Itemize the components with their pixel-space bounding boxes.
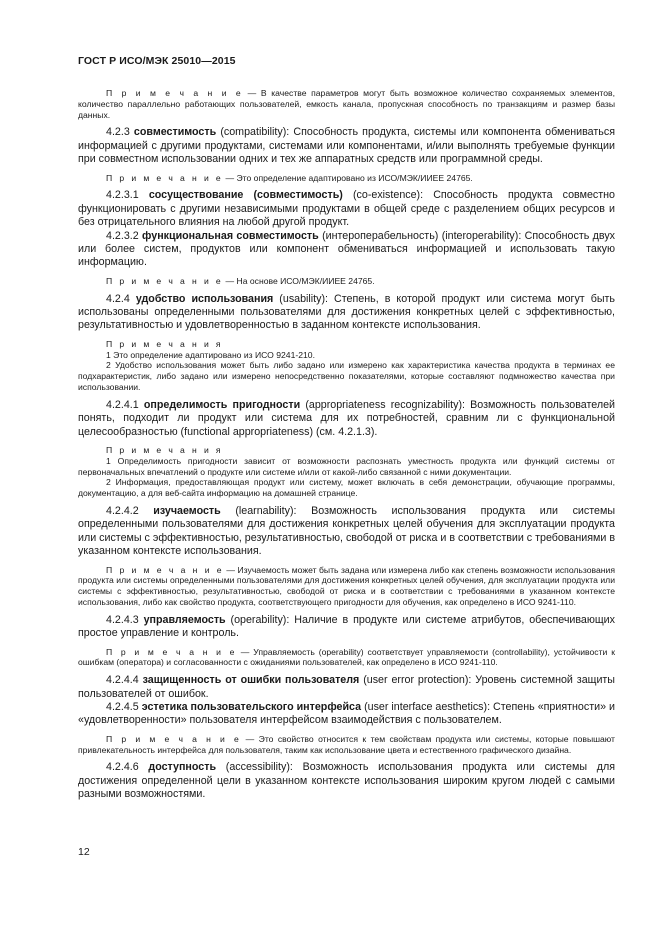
note-compatibility xyxy=(78,173,615,184)
clause-text: (accessibility): Возможность использования продукта или системы для достижения определенной цели в указанном контексте использования широким кругом людей с самыми разными возможностями. xyxy=(78,761,615,801)
clause-4-2-4 xyxy=(78,293,615,333)
clause-term: совместимость xyxy=(133,126,217,139)
notes-heading: П р и м е ч а н и я xyxy=(106,445,223,456)
note-item: 1 Определимость пригодности зависит от возможности распознать уместность продукта или функций системы от первоначальных впечатлений о продукте или системе и/или от какой-либо связанной с ними документации. xyxy=(78,455,615,477)
clause-4-2-3-1 xyxy=(78,189,615,229)
clause-term: удобство использования xyxy=(135,292,274,305)
clause-text: (learnability): Возможность использования продукта или системы определенными пользователями для достижения конкретных целей обучения для эксплуатации продукта или системы с эффективностью, результативностью, свободой от риска и в соответствии с требованиями в указанном контексте использования. xyxy=(78,505,615,558)
clause-text: (appropriateness recognizability): Возможность пользователей понять, подходит ли продукт или система для их потребностей, сравним ли с функциональной целесообразностью (functional appropriateness) (см. 4.2.1.3). xyxy=(78,398,615,438)
clause-term: эстетика пользовательского интерфейса xyxy=(141,701,362,714)
note-text: — В качестве параметров могут быть возможное количество сохраняемых элементов, количество параллельно работающих пользователей, емкость канала, пропускная способность по транзакциям и размер базы данных. xyxy=(78,88,615,120)
note-text: — Это свойство относится к тем свойствам продукта или системы, которые повышают привлекательность интерфейса для пользователя, таким как использование цвета и естественного графического дизайна. xyxy=(78,733,615,755)
note-aesthetics xyxy=(78,734,615,756)
clause-4-2-4-3 xyxy=(78,614,615,641)
clause-number: 4.2.4.5 xyxy=(106,701,142,714)
clause-text: (user interface aesthetics): Степень «приятности» и «удовлетворенности» пользователя интерфейсом взаимодействия с пользователем. xyxy=(78,701,615,727)
note-item: 2 Информация, предоставляющая продукт или систему, может включать в себя демонстрации, обучающие программы, документацию, а для веб-сайта информацию на домашней странице. xyxy=(78,477,615,499)
clause-term: доступность xyxy=(148,761,217,774)
note-operability xyxy=(78,647,615,669)
clause-text: (user error protection): Уровень системной защиты пользователей от ошибок. xyxy=(78,674,615,700)
note-label: П р и м е ч а н и е xyxy=(106,88,244,98)
clause-term: изучаемость xyxy=(153,505,221,518)
clause-text: (интероперабельность) (interoperability): Способность двух или более систем, продуктов или компонент обмениваться информацией и использовать такую информацию. xyxy=(78,229,616,269)
note-label: П р и м е ч а н и е xyxy=(106,646,237,657)
note-text: — Управляемость (operability) соответствует управляемости (controllability), устойчивости к ошибкам (оператора) и согласованности с ожиданиями пользователей, как определено в ИСО 9241-110. xyxy=(78,646,615,668)
note-text: — Изучаемость может быть задана или измерена либо как степень возможности использования продукта или системы определенными пользователями для достижения конкретных целей обучения, для эксплуатации продукта или системы с эффективностью, результативностью, свободой от риска и в соответствии с требованиями в указанном контексте использования, либо как свойство продукта, соответствующего пригодности для обучения, как определено в ИСО 9241-110. xyxy=(78,564,615,608)
clause-4-2-3-2 xyxy=(78,230,615,270)
clause-4-2-4-2 xyxy=(78,505,615,559)
page-content xyxy=(78,88,615,802)
note-text: — Это определение адаптировано из ИСО/МЭК/ИИЕЕ 24765. xyxy=(223,172,473,183)
clause-text: (usability): Степень, в которой продукт или система могут быть использованы определенными пользователями для достижения конкретных целей с эффективностью, результативностью и удовлетворенностью в заданном контексте использования. xyxy=(78,292,615,332)
clause-4-2-4-5 xyxy=(78,701,615,728)
clause-text: (operability): Наличие в продукте или системе атрибутов, обеспечивающих простое управление и контроль. xyxy=(78,613,615,640)
clause-number: 4.2.4.3 xyxy=(106,613,144,626)
clause-term: определимость пригодности xyxy=(143,398,301,411)
note-label: П р и м е ч а н и е xyxy=(106,733,242,744)
note-label: П р и м е ч а н и е xyxy=(106,172,224,183)
clause-4-2-4-1 xyxy=(78,399,615,439)
clause-number: 4.2.3.2 xyxy=(106,229,143,242)
clause-number: 4.2.3 xyxy=(106,126,134,139)
clause-term: защищенность от ошибки пользователя xyxy=(142,674,360,687)
clause-term: сосуществование (совместимость) xyxy=(148,189,343,202)
clause-4-2-4-4 xyxy=(78,674,615,701)
clause-term: функциональная совместимость xyxy=(142,229,319,242)
clause-term: управляемость xyxy=(143,613,226,626)
clause-number: 4.2.4 xyxy=(106,292,136,305)
clause-4-2-3 xyxy=(78,126,615,166)
clause-number: 4.2.4.4 xyxy=(106,674,143,687)
note-learnability xyxy=(78,565,615,608)
document-header: ГОСТ Р ИСО/МЭК 25010—2015 xyxy=(78,55,236,67)
clause-number: 4.2.4.6 xyxy=(106,761,149,774)
note-interoperability xyxy=(78,276,615,287)
note-item: 1 Это определение адаптировано из ИСО 9241-210. xyxy=(106,349,315,360)
clause-number: 4.2.4.1 xyxy=(106,398,144,411)
note-text: — На основе ИСО/МЭК/ИИЕЕ 24765. xyxy=(223,275,375,286)
clause-text: (co-existence): Способность продукта совместно функционировать с другими независимыми продуктами в общей среде с разделением общих ресурсов и без отрицательного влияния на любой другой продукт. xyxy=(78,189,615,229)
notes-heading: П р и м е ч а н и я xyxy=(106,338,223,349)
clause-4-2-4-6 xyxy=(78,761,615,801)
note-label: П р и м е ч а н и е xyxy=(106,275,224,286)
clause-text: (compatibility): Способность продукта, системы или компонента обмениваться информацией с другими продуктами, системами или компонентами, и/или выполнять требуемые функции при совместном использовании одних и тех же аппаратных средств или программной среды. xyxy=(78,126,615,166)
note-capacity xyxy=(78,88,615,120)
clause-number: 4.2.3.1 xyxy=(106,189,149,202)
note-label: П р и м е ч а н и е xyxy=(106,564,224,575)
clause-number: 4.2.4.2 xyxy=(106,505,154,518)
page-number: 12 xyxy=(78,846,90,858)
note-item: 2 Удобство использования может быть либо задано или измерено как характеристика качества продукта в терминах ее подхарактеристик, либо задано или измерено непосредственно показателями, которые составляют подмножество качества при использовании. xyxy=(78,360,615,393)
